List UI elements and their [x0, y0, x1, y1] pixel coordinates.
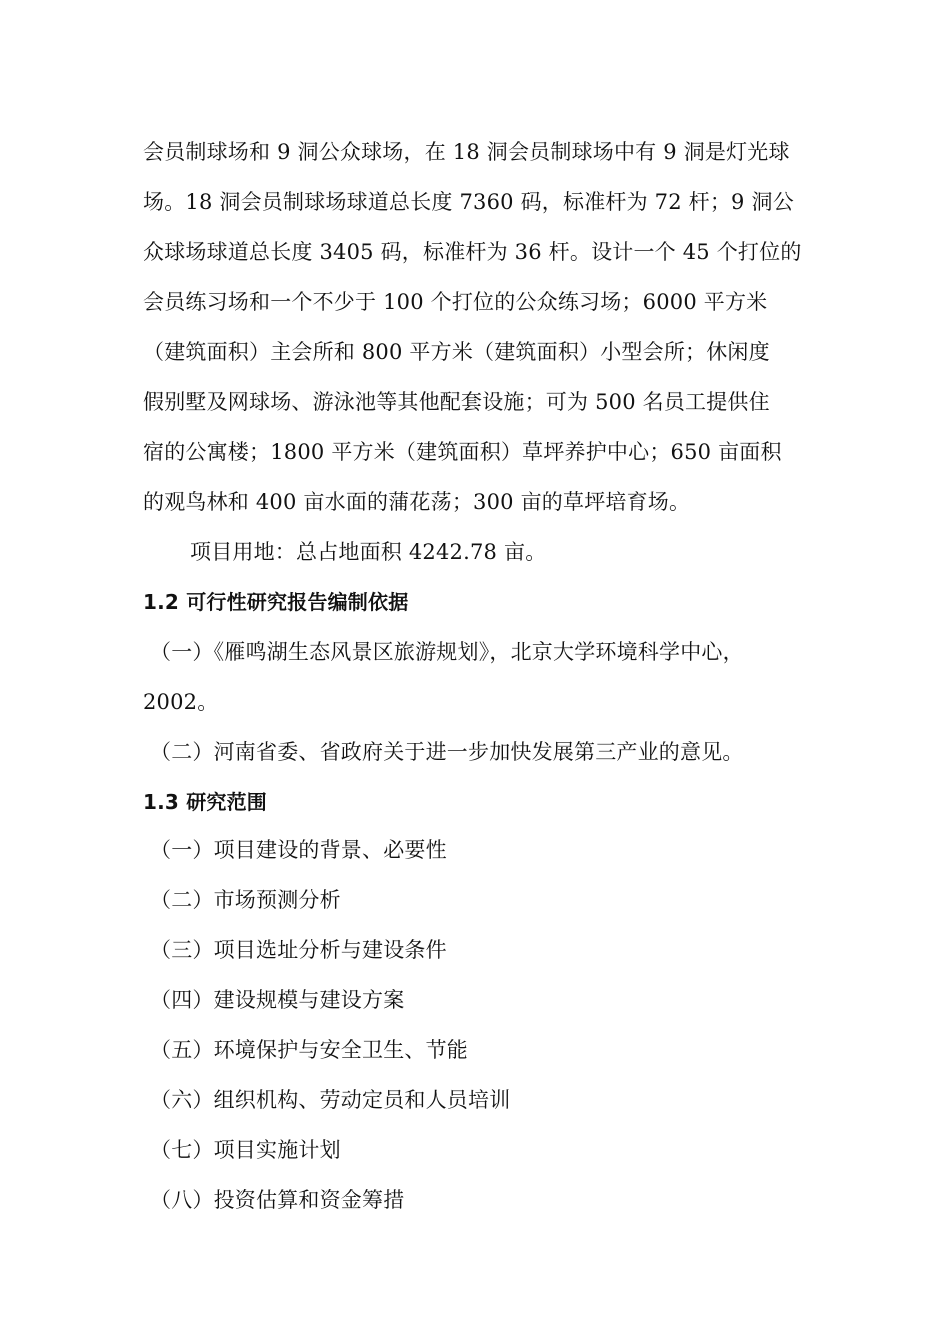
project-land-text: 项目用地：总占地面积 4242.78 亩。 — [190, 540, 547, 564]
scope-item: （八）投资估算和资金筹措 — [150, 1188, 405, 1212]
section-heading-1-3: 1.3 研究范围 — [143, 790, 267, 814]
scope-item: （一）项目建设的背景、必要性 — [150, 838, 447, 862]
scope-item: （三）项目选址分析与建设条件 — [150, 938, 447, 962]
basis-item: （二）河南省委、省政府关于进一步加快发展第三产业的意见。 — [150, 740, 744, 764]
scope-item: （六）组织机构、劳动定员和人员培训 — [150, 1088, 511, 1112]
basis-item: （一）《雁鸣湖生态风景区旅游规划》，北京大学环境科学中心， — [150, 640, 744, 664]
scope-item: （七）项目实施计划 — [150, 1138, 341, 1162]
paragraph-line: 众球场球道总长度 3405 码，标准杆为 36 杆。设计一个 45 个打位的 — [143, 240, 802, 264]
paragraph-line: 的观鸟林和 400 亩水面的蒲花荡；300 亩的草坪培育场。 — [143, 490, 691, 514]
scope-item: （四）建设规模与建设方案 — [150, 988, 405, 1012]
basis-item-continuation: 2002。 — [143, 690, 219, 714]
paragraph-line: （建筑面积）主会所和 800 平方米（建筑面积）小型会所；休闲度 — [143, 340, 770, 364]
section-heading-1-2: 1.2 可行性研究报告编制依据 — [143, 590, 409, 614]
scope-item: （五）环境保护与安全卫生、节能 — [150, 1038, 468, 1062]
paragraph-line: 会员制球场和 9 洞公众球场，在 18 洞会员制球场中有 9 洞是灯光球 — [143, 140, 790, 164]
paragraph-line: 宿的公寓楼；1800 平方米（建筑面积）草坪养护中心；650 亩面积 — [143, 440, 782, 464]
paragraph-line: 会员练习场和一个不少于 100 个打位的公众练习场；6000 平方米 — [143, 290, 768, 314]
scope-item: （二）市场预测分析 — [150, 888, 341, 912]
paragraph-line: 假别墅及网球场、游泳池等其他配套设施；可为 500 名员工提供住 — [143, 390, 770, 414]
paragraph-line: 场。18 洞会员制球场球道总长度 7360 码，标准杆为 72 杆；9 洞公 — [143, 190, 794, 214]
